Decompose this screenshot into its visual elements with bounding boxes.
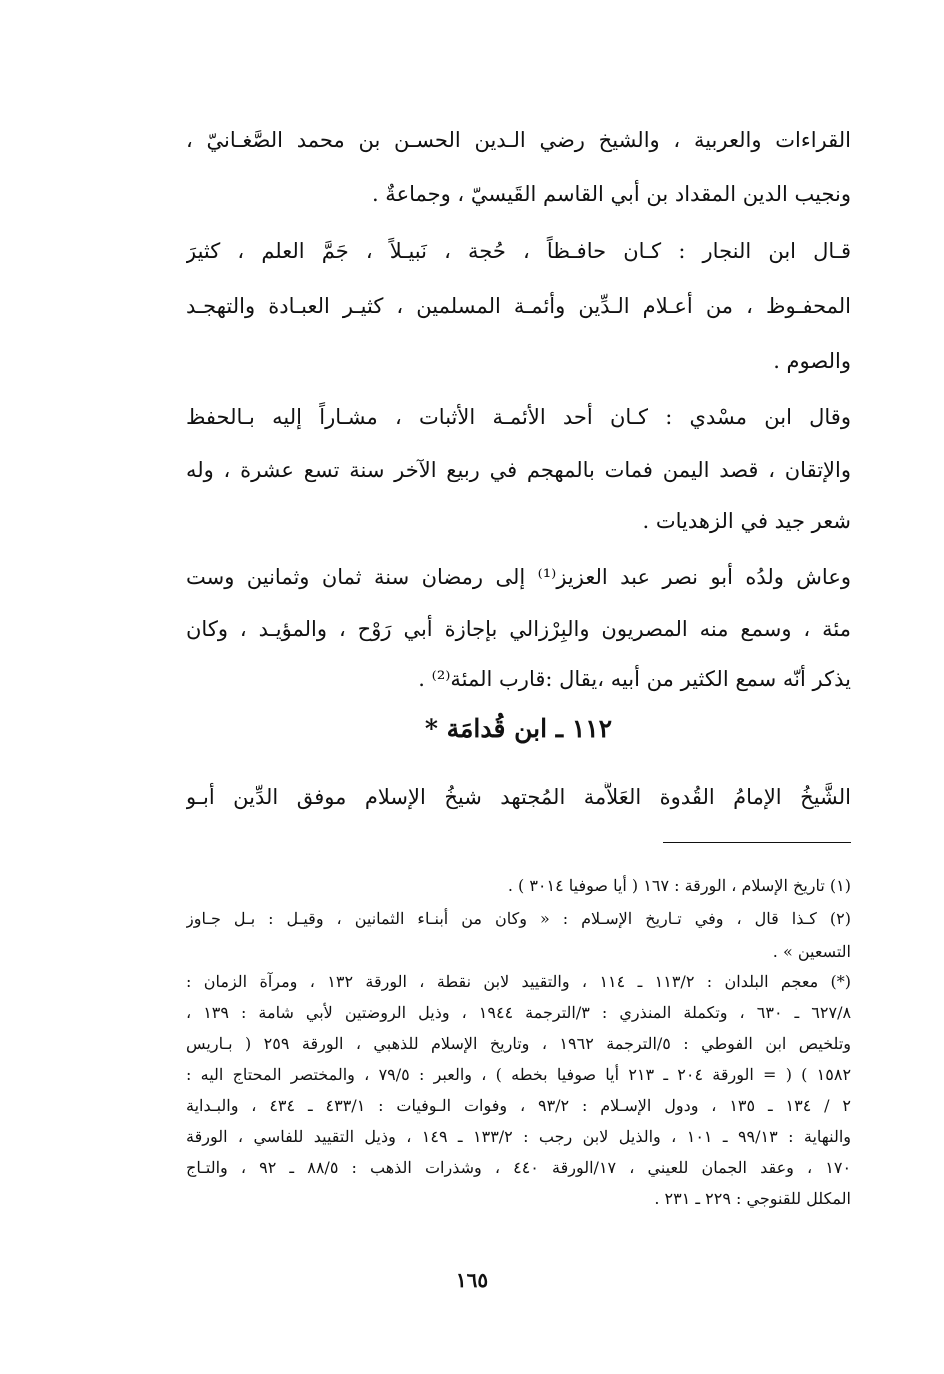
footnote-star-line-4: ١٥٨٢ ) ( = الورقة ٢٠٤ ـ ٢١٣ أيا صوفيا بخطه ) ، والعبر : ٧٩/٥ ، والمختصر المحتاج اليه :	[186, 1065, 851, 1084]
body-line-10: مئة ، وسمع منه المصريون والبِرْزالي بإجازة أبي رَوْح ، والمؤيـد ، وكان	[186, 617, 851, 641]
footnote-star-line-5: ٢ / ١٣٤ ـ ١٣٥ ، ودول الإسـلام : ٩٣/٢ ، وفوات الـوفيات : ٤٣٣/١ ـ ٤٣٤ ، والبـداية	[186, 1096, 851, 1115]
entry-heading: ١١٢ ـ ابن قُدامَة *	[424, 714, 613, 743]
footnote-2: (٢) كـذا قال ، وفي تـاريخ الإسـلام : « وكان من أبنـاء الثمانين ، وقيـل : بـل جـاوز	[186, 909, 851, 928]
body-line-7: والإتقان ، قصد اليمن فمات بالمهجم في ربيع الآخر سنة تسع عشرة ، وله	[186, 458, 851, 482]
body-line-11: يذكر أنّه سمع الكثير من أبيه ،يقال :قارب المئة⁽²⁾ .	[418, 667, 851, 691]
footnote-star-line-8: المكلل للقنوجي : ٢٢٩ ـ ٢٣١ .	[654, 1189, 851, 1208]
body-line-5: والصوم .	[773, 349, 851, 373]
entry-first-line: الشَّيخُ الإمامُ القُدوة العَلاَّمة المُجتهد شيخُ الإسلام موفق الدِّين أبـو	[186, 785, 851, 809]
body-line-3: قـال ابن النجار : كـان حافـظاً ، حُجة ، نَبيـلاً ، جَمَّ العلم ، كثيرَ	[186, 239, 851, 263]
footnote-star-line-3: وتلخيص ابن الفوطي : ٥/الترجمة ١٩٦٢ ، وتاريخ الإسلام للذهبي ، الورقة ٢٥٩ ( بـاريس	[186, 1034, 851, 1053]
body-line-9: وعاش ولدُه أبو نصر عبد العزيز⁽¹⁾ إلى رمضان سنة ثمان وثمانين وست	[186, 565, 851, 589]
body-line-1: القراءات والعربية ، والشيخ رضي الـدين الحسـن بن محمد الصَّغـانيّ ،	[186, 128, 851, 152]
footnote-star-line-1: (*) معجم البلدان : ١١٣/٢ ـ ١١٤ ، والتقييد لابن نقطة ، الورقة ١٣٢ ، ومرآة الزمان :	[186, 972, 851, 991]
body-line-4: المحفـوظ ، من أعـلام الـدِّين وأئمـة المسلمين ، كثيـر العبـادة والتهجـد	[186, 294, 851, 318]
footnote-divider	[663, 842, 851, 843]
page-number: ١٦٥	[455, 1268, 489, 1292]
footnote-2-cont: التسعين » .	[772, 942, 851, 961]
body-line-8: شعر جيد في الزهديات .	[642, 509, 851, 533]
footnote-1: (١) تاريخ الإسلام ، الورقة : ١٦٧ ( أيا صوفيا ٣٠١٤ ) .	[507, 876, 851, 895]
footnote-star-line-6: والنهاية : ٩٩/١٣ ـ ١٠١ ، والذيل لابن رجب : ١٣٣/٢ ـ ١٤٩ ، وذيل التقييد للفاسي ، الورقة	[186, 1127, 851, 1146]
body-line-2: ونجيب الدين المقداد بن أبي القاسم القَيسيّ ، وجماعةٌ .	[371, 182, 851, 206]
footnote-star-line-7: ١٧٠ ، وعقد الجمان للعيني ، ١٧/الورقة ٤٤٠ ، وشذرات الذهب : ٨٨/٥ ـ ٩٢ ، والتـاج	[186, 1158, 851, 1177]
footnote-star-line-2: ٦٢٧/٨ ـ ٦٣٠ ، وتكملة المنذري : ٣/الترجمة ١٩٤٤ ، وذيل الروضتين لأبي شامة : ١٣٩ ،	[186, 1003, 851, 1022]
body-line-6: وقال ابن مسْدي : كـان أحد الأئمـة الأثبات ، مشـاراً إليه بـالحفظ	[186, 405, 851, 429]
